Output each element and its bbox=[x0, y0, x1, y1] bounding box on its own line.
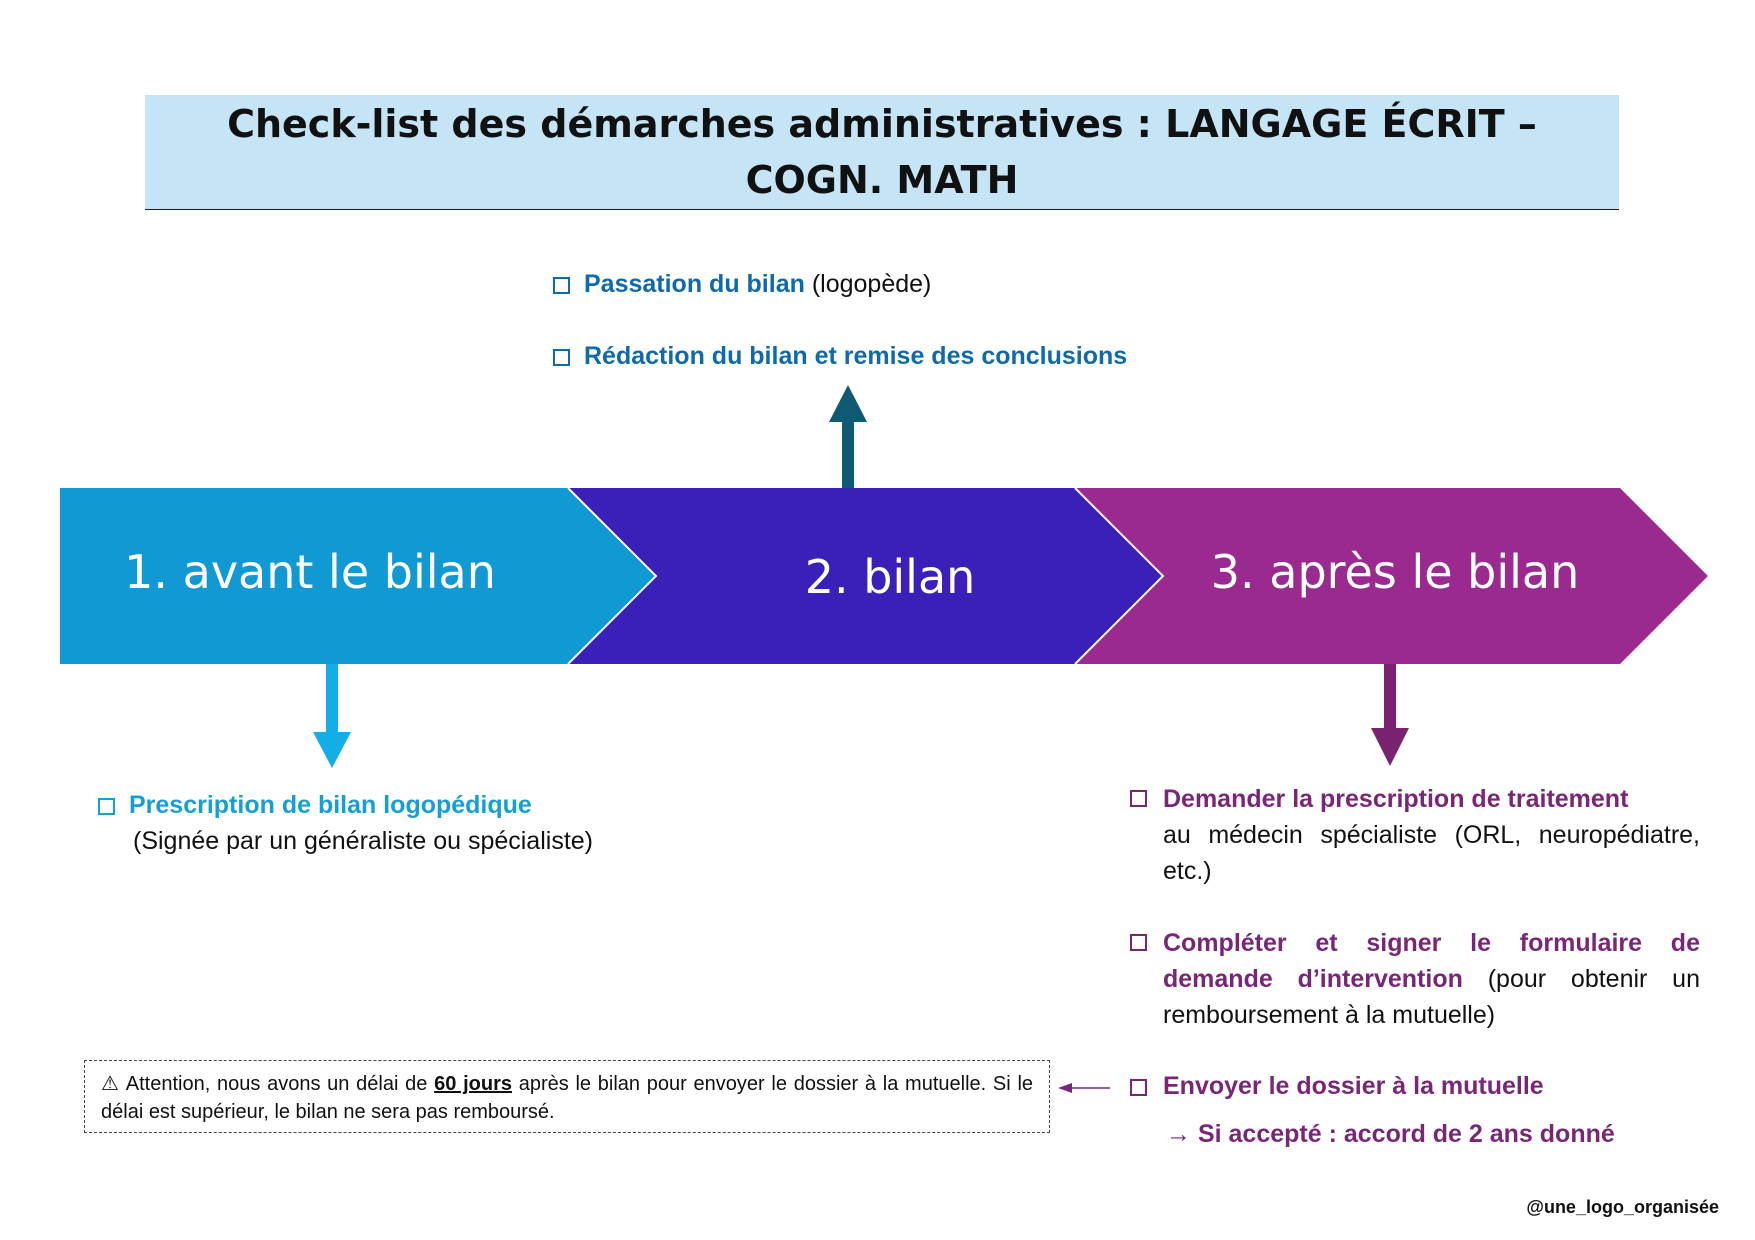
item-sub bbox=[1130, 1116, 1700, 1152]
item-note: (logopède) bbox=[804, 270, 932, 298]
item-note: (pour obtenir un remboursement à la mutuelle) bbox=[1163, 965, 1700, 1029]
author-handle: @une_logo_organisée bbox=[1526, 1197, 1719, 1217]
checklist-item-formulaire bbox=[1130, 925, 1700, 1033]
item-sub-text: Si accepté : accord de 2 ans donné bbox=[1197, 1120, 1615, 1148]
arrow-right-icon: → bbox=[1166, 1120, 1191, 1148]
checkbox-icon[interactable] bbox=[1130, 790, 1147, 807]
warning-emphasis: 60 jours bbox=[434, 1073, 512, 1095]
stage-label-avant: 1. avant le bilan bbox=[124, 545, 496, 599]
checkbox-icon[interactable] bbox=[1130, 1079, 1147, 1096]
item-title: Envoyer le dossier à la mutuelle bbox=[1163, 1072, 1544, 1100]
item-note: au médecin spécialiste (ORL, neuropédiatre, etc.) bbox=[1163, 821, 1700, 885]
item-note: (Signée par un généraliste ou spécialiste) bbox=[133, 827, 593, 855]
checklist-item-prescription-traitement bbox=[1130, 781, 1700, 889]
item-title: Passation du bilan bbox=[584, 270, 805, 298]
checkbox-icon[interactable] bbox=[1130, 934, 1147, 951]
arrow-down-icon bbox=[313, 664, 351, 768]
checklist-item-envoyer bbox=[1130, 1068, 1700, 1152]
page-title: Check-list des démarches administratives : LANGAGE ÉCRIT – COGN. MATH bbox=[227, 102, 1537, 202]
checklist-item-prescription-bilan bbox=[98, 787, 698, 859]
warning-icon: ⚠ bbox=[101, 1073, 121, 1095]
item-title: Demander la prescription de traitement bbox=[1163, 785, 1629, 813]
checkbox-icon[interactable] bbox=[98, 798, 115, 815]
item-title: Compléter et signer le formulaire de demande d’intervention bbox=[1163, 929, 1700, 993]
stage-label-apres: 3. après le bilan bbox=[1210, 545, 1580, 599]
arrow-up-icon bbox=[829, 385, 867, 490]
arrow-down-icon bbox=[1371, 664, 1409, 766]
arrow-left-icon bbox=[1058, 1083, 1110, 1093]
item-title: Prescription de bilan logopédique bbox=[129, 791, 532, 819]
warning-text-before: Attention, nous avons un délai de bbox=[125, 1073, 435, 1095]
warning-note bbox=[84, 1060, 1050, 1133]
stage-label-bilan: 2. bilan bbox=[804, 550, 976, 604]
item-title: Rédaction du bilan et remise des conclusions bbox=[584, 342, 1128, 370]
warning-text-after: après le bilan pour envoyer le dossier à la mutuelle. Si le délai est supérieur, le bilan ne sera pas remboursé. bbox=[101, 1073, 1034, 1123]
